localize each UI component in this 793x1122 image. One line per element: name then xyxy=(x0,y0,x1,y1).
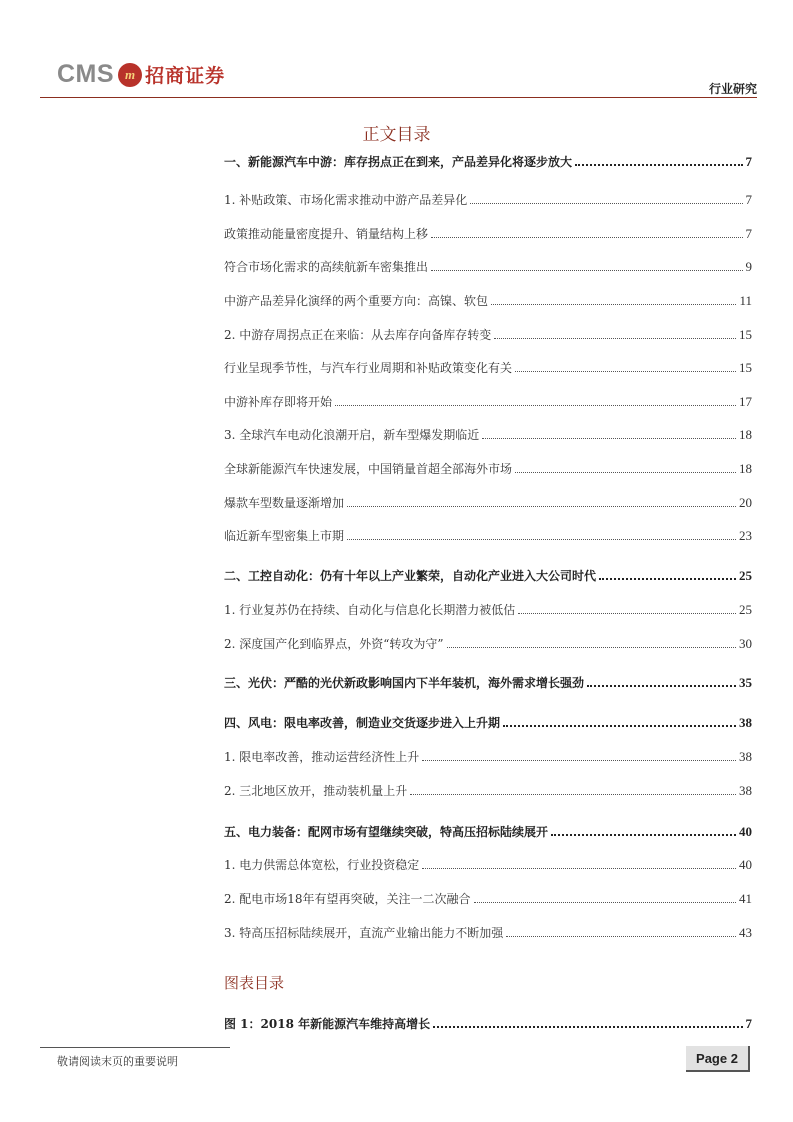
toc-leader-dots xyxy=(470,202,742,204)
toc-leader-dots xyxy=(431,236,742,238)
company-logo xyxy=(57,60,225,89)
toc-entry-label: 三、光伏：严酷的光伏新政影响国内下半年装机，海外需求增长强劲 xyxy=(224,676,585,690)
toc-subsection-entry[interactable] xyxy=(224,921,752,941)
toc-entry-page: 30 xyxy=(739,636,752,651)
toc-entry-page: 40 xyxy=(739,824,752,839)
figure-entry-label: 图 1：2018 年新能源汽车维持高增长 xyxy=(224,1017,431,1031)
toc-entry-page: 23 xyxy=(739,528,752,543)
toc-subsection-entry[interactable] xyxy=(224,632,752,652)
toc-entry-page: 11 xyxy=(739,293,752,308)
toc-entry-label: 二、工控自动化：仍有十年以上产业繁荣，自动化产业进入大公司时代 xyxy=(224,569,597,583)
toc-leader-dots xyxy=(494,337,736,339)
toc-entry-label: 符合市场化需求的高续航新车密集推出 xyxy=(224,260,429,274)
toc-subsection-entry[interactable] xyxy=(224,524,752,544)
toc-entry-label: 行业呈现季节性，与汽车行业周期和补贴政策变化有关 xyxy=(224,361,513,375)
toc-entry-label: 2. 配电市场18年有望再突破，关注一二次融合 xyxy=(224,892,471,906)
toc-section-entry[interactable] xyxy=(224,671,752,691)
toc-subsection-entry[interactable] xyxy=(224,745,752,765)
logo-chinese-text: 招商证券 xyxy=(145,65,226,87)
toc-entry-label: 一、新能源汽车中游：库存拐点正在到来，产品差异化将逐步放大 xyxy=(224,155,573,169)
toc-leader-dots xyxy=(410,793,736,795)
toc-leader-dots xyxy=(347,538,736,540)
report-category: 行业研究 xyxy=(708,82,757,96)
toc-entry-page: 7 xyxy=(745,226,752,241)
figure-leader-dots xyxy=(433,1025,742,1028)
toc-entry-page: 38 xyxy=(739,749,752,764)
toc-leader-dots xyxy=(482,437,736,439)
toc-section-entry[interactable] xyxy=(224,150,752,170)
toc-entry-page: 20 xyxy=(739,495,752,510)
toc-leader-dots xyxy=(491,303,736,305)
toc-entry-page: 40 xyxy=(739,857,752,872)
toc-entry-page: 18 xyxy=(739,427,752,442)
toc-leader-dots xyxy=(335,404,736,406)
toc-leader-dots xyxy=(422,867,736,869)
header-divider xyxy=(40,97,757,98)
toc-entry-page: 25 xyxy=(739,568,752,583)
logo-latin-text: CMS xyxy=(57,60,115,88)
toc-entry-page: 38 xyxy=(739,715,752,730)
toc-leader-dots xyxy=(515,471,736,473)
toc-subsection-entry[interactable] xyxy=(224,222,752,242)
toc-section-entry[interactable] xyxy=(224,711,752,731)
toc-leader-dots xyxy=(599,577,736,580)
toc-subsection-entry[interactable] xyxy=(224,356,752,376)
toc-subsection-entry[interactable] xyxy=(224,853,752,873)
toc-entry-label: 1. 限电率改善，推动运营经济性上升 xyxy=(224,750,420,764)
page-header xyxy=(57,58,757,94)
toc-subsection-entry[interactable] xyxy=(224,457,752,477)
toc-leader-dots xyxy=(422,759,736,761)
toc-leader-dots xyxy=(474,901,736,903)
toc-leader-dots xyxy=(503,724,736,727)
toc-title: 正文目录 xyxy=(362,125,431,145)
toc-entry-page: 41 xyxy=(739,891,752,906)
toc-entry-label: 2. 深度国产化到临界点，外资“转攻为守” xyxy=(224,637,444,651)
toc-subsection-entry[interactable] xyxy=(224,779,752,799)
toc-leader-dots xyxy=(575,163,742,166)
figure-list-entry[interactable] xyxy=(224,1012,752,1032)
toc-entry-label: 五、电力装备：配网市场有望继续突破，特高压招标陆续展开 xyxy=(224,825,549,839)
toc-subsection-entry[interactable] xyxy=(224,423,752,443)
toc-entry-label: 中游产品差异化演绎的两个重要方向：高镍、软包 xyxy=(224,294,489,308)
toc-entry-label: 爆款车型数量逐渐增加 xyxy=(224,496,345,510)
toc-subsection-entry[interactable] xyxy=(224,255,752,275)
toc-entry-page: 18 xyxy=(739,461,752,476)
toc-entry-label: 四、风电：限电率改善，制造业交货逐步进入上升期 xyxy=(224,716,501,730)
figure-entry-page: 7 xyxy=(745,1016,752,1031)
page-number-badge: Page 2 xyxy=(686,1046,750,1072)
toc-entry-page: 7 xyxy=(745,154,752,169)
toc-entry-label: 临近新车型密集上市期 xyxy=(224,529,345,543)
toc-leader-dots xyxy=(447,646,736,648)
toc-section-entry[interactable] xyxy=(224,820,752,840)
logo-emblem-icon: m xyxy=(118,63,142,87)
toc-entry-label: 1. 电力供需总体宽松，行业投资稳定 xyxy=(224,858,420,872)
toc-leader-dots xyxy=(347,505,736,507)
toc-entry-page: 15 xyxy=(739,327,752,342)
toc-entry-label: 政策推动能量密度提升、销量结构上移 xyxy=(224,227,429,241)
toc-entry-page: 25 xyxy=(739,602,752,617)
toc-entry-label: 中游补库存即将开始 xyxy=(224,395,333,409)
toc-section-entry[interactable] xyxy=(224,564,752,584)
toc-subsection-entry[interactable] xyxy=(224,491,752,511)
toc-leader-dots xyxy=(515,370,736,372)
toc-entry-label: 3. 特高压招标陆续展开，直流产业输出能力不断加强 xyxy=(224,926,504,940)
toc-entry-page: 38 xyxy=(739,783,752,798)
toc-subsection-entry[interactable] xyxy=(224,390,752,410)
toc-entry-page: 15 xyxy=(739,360,752,375)
toc-leader-dots xyxy=(518,612,736,614)
toc-subsection-entry[interactable] xyxy=(224,289,752,309)
toc-leader-dots xyxy=(431,269,742,271)
toc-subsection-entry[interactable] xyxy=(224,188,752,208)
toc-entry-page: 7 xyxy=(745,192,752,207)
toc-subsection-entry[interactable] xyxy=(224,887,752,907)
toc-entry-page: 35 xyxy=(739,675,752,690)
figure-list-title: 图表目录 xyxy=(224,974,285,992)
toc-subsection-entry[interactable] xyxy=(224,598,752,618)
toc-entry-page: 17 xyxy=(739,394,752,409)
footer-divider xyxy=(40,1047,230,1048)
toc-entry-page: 9 xyxy=(745,259,752,274)
toc-entry-page: 43 xyxy=(739,925,752,940)
toc-entry-label: 1. 补贴政策、市场化需求推动中游产品差异化 xyxy=(224,193,468,207)
toc-entry-label: 2. 三北地区放开，推动装机量上升 xyxy=(224,784,408,798)
toc-leader-dots xyxy=(506,935,736,937)
toc-subsection-entry[interactable] xyxy=(224,323,752,343)
toc-leader-dots xyxy=(587,684,736,687)
footer-disclaimer: 敬请阅读末页的重要说明 xyxy=(57,1055,178,1068)
toc-leader-dots xyxy=(551,833,736,836)
toc-entry-label: 3. 全球汽车电动化浪潮开启，新车型爆发期临近 xyxy=(224,428,480,442)
toc-entry-label: 全球新能源汽车快速发展，中国销量首超全部海外市场 xyxy=(224,462,513,476)
toc-entry-label: 2. 中游存周拐点正在来临：从去库存向备库存转变 xyxy=(224,328,492,342)
toc-entry-label: 1. 行业复苏仍在持续、自动化与信息化长期潜力被低估 xyxy=(224,603,516,617)
